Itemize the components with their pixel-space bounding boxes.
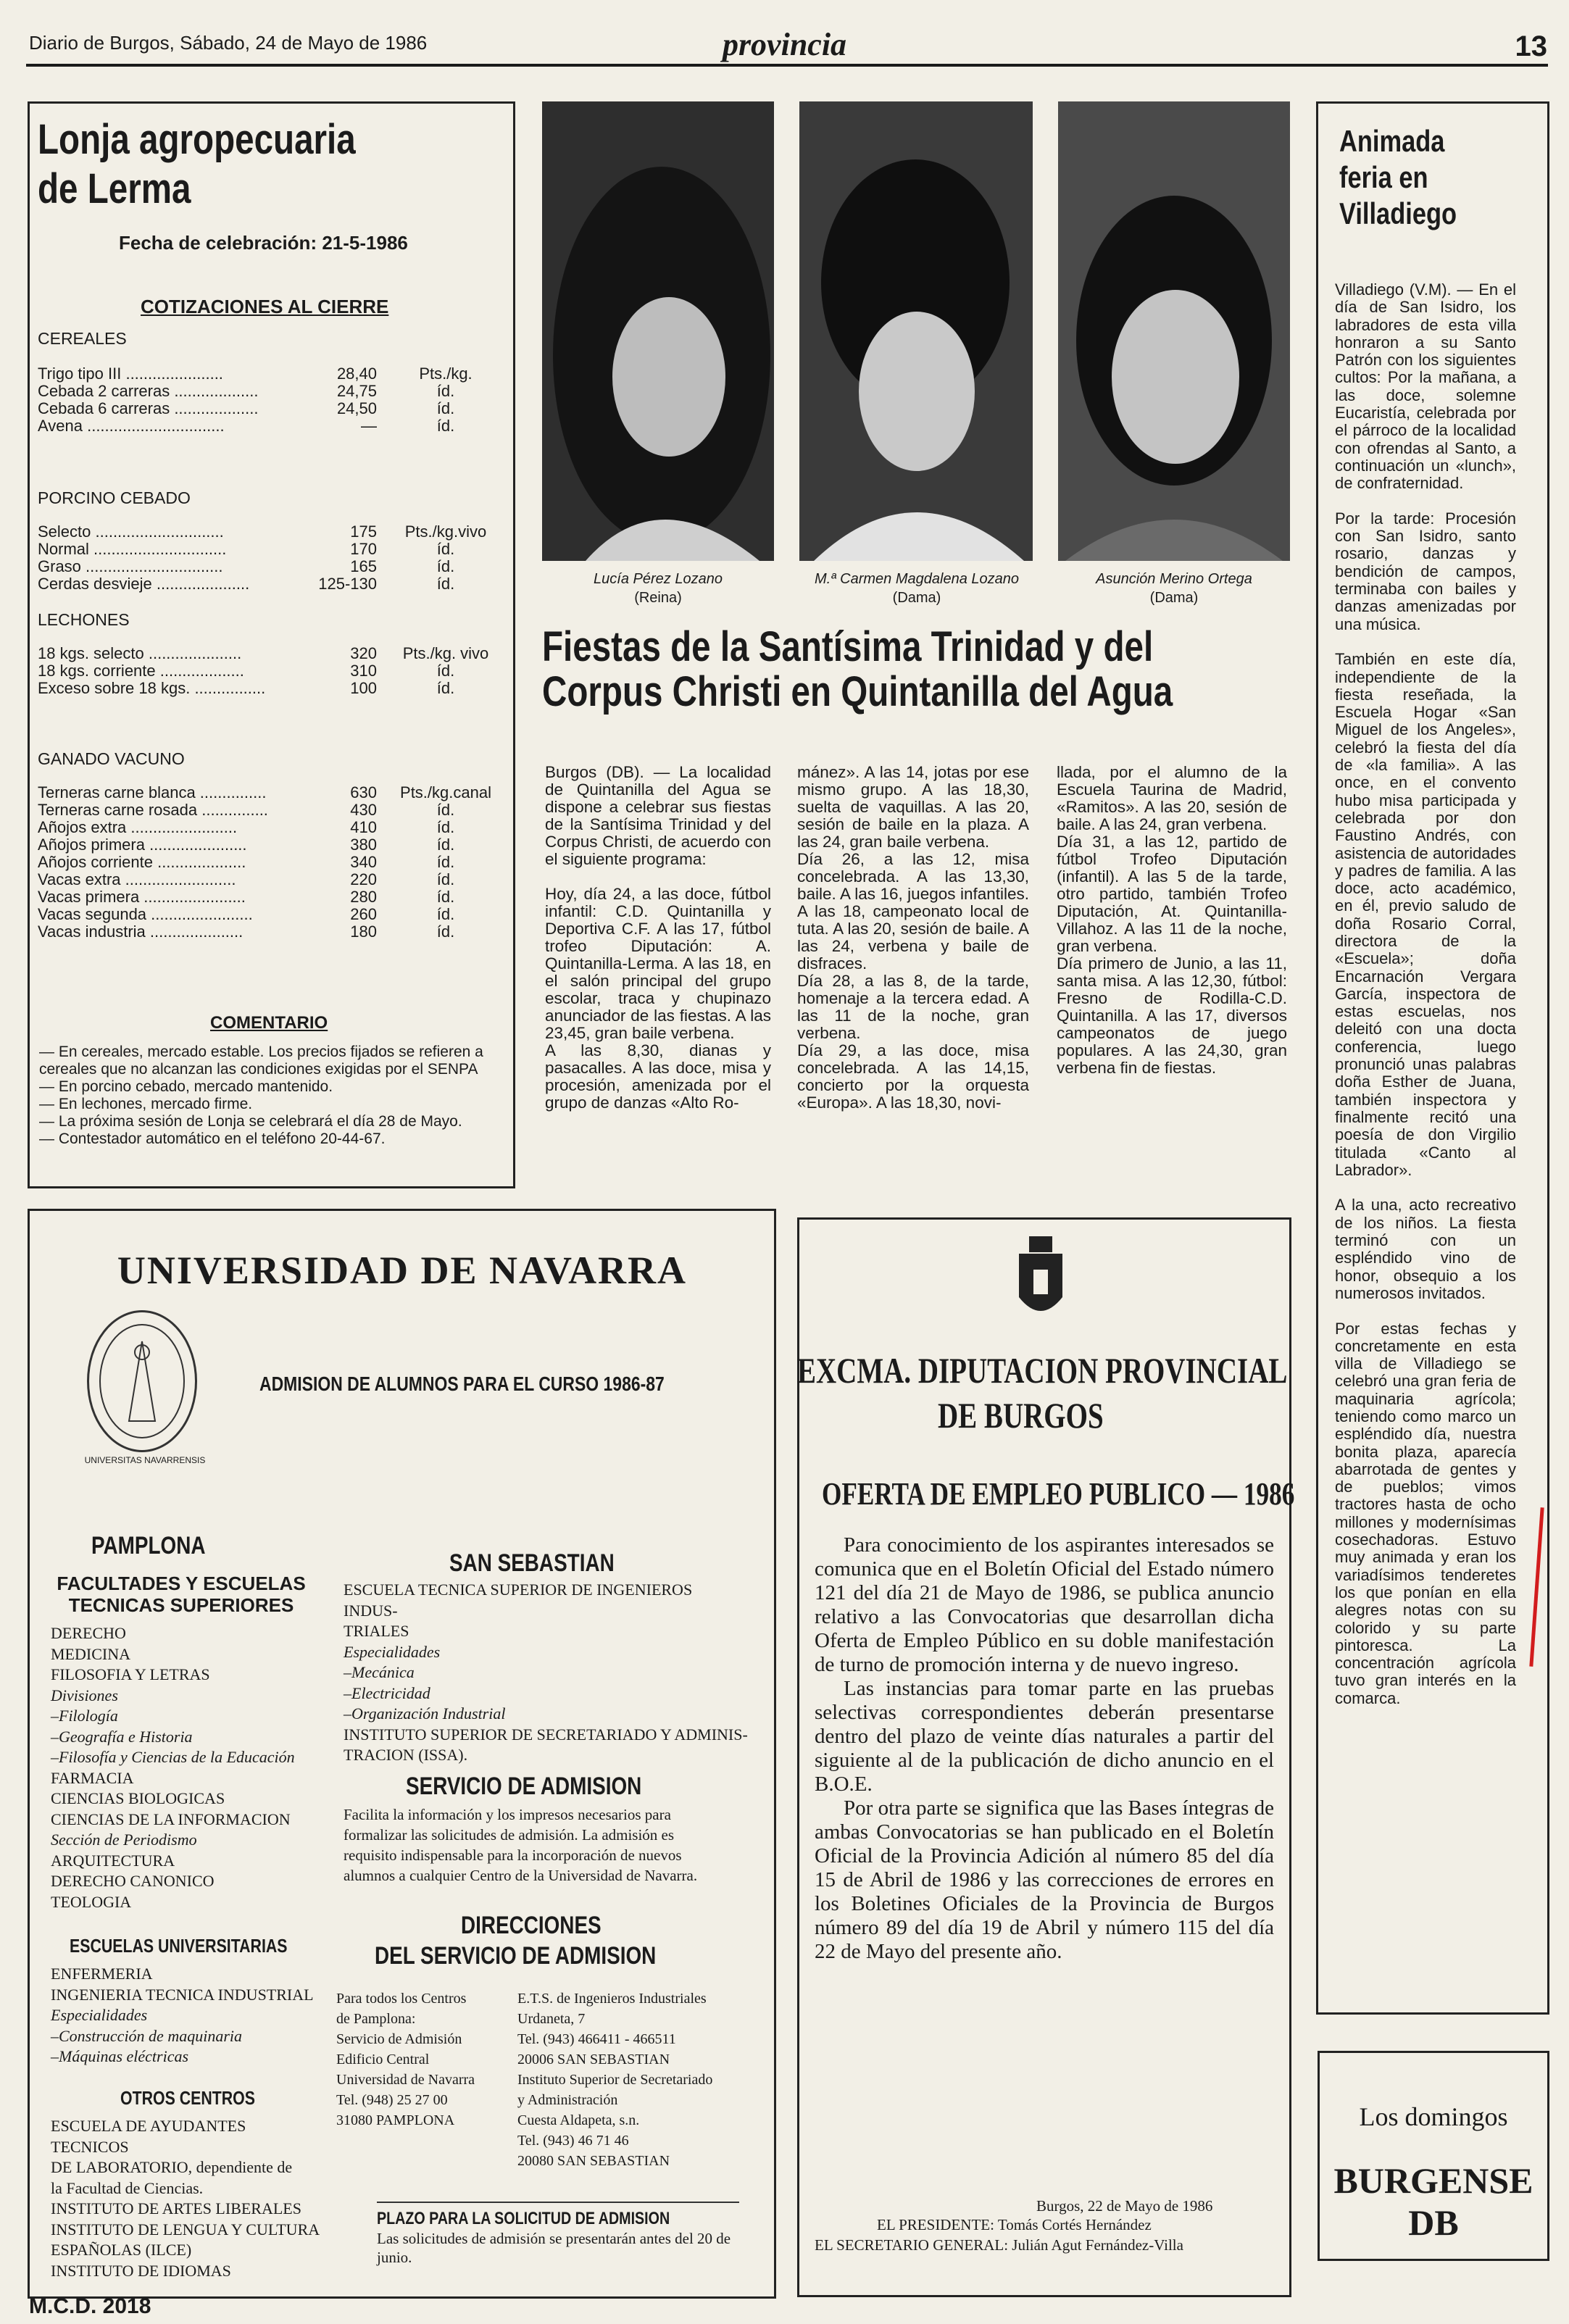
diputacion-fecha: Burgos, 22 de Mayo de 1986 [1036,2197,1213,2215]
caption-reina [542,570,774,607]
caption-role: (Reina) [634,590,682,606]
lonja-fecha: Fecha de celebración: 21-5-1986 [119,232,408,254]
list-item: Universidad de Navarra [336,2072,475,2088]
list-item: ARQUITECTURA [51,1851,175,1870]
price-unit: íd. [436,853,455,871]
price-unit: Pts./kg.canal [400,783,491,801]
lonja-title: Lonja agropecuaria [38,116,356,163]
oferta-heading: OFERTA DE EMPLEO PUBLICO — 1986 [822,1476,1295,1512]
comentario-item: — En cereales, mercado estable. Los precios fijados se refieren a cereales que no alcanzan las condiciones exigidas por el SENPA [39,1044,483,1078]
escuelas-heading: ESCUELAS UNIVERSITARIAS [70,1935,288,1957]
price-value: 280 [350,888,377,906]
pamplona-heading: PAMPLONA [91,1532,206,1559]
seal-text: UNIVERSITAS NAVARRENSIS [84,1455,206,1465]
list-item: Urdaneta, 7 [517,2011,586,2027]
list-item: Especialidades [344,1642,441,1661]
price-unit: íd. [436,888,455,906]
comentario-item: — En lechones, mercado firme. [39,1096,253,1112]
fiestas-col-3: llada, por el alumno de la Escuela Taurina de Madrid, «Ramitos». A las 20, sesión de baile. A las 24, gran verbena. Día 31, a las 12, partido de fútbol Trofeo Diputación (infantil). A las 5 de la tarde, otro partido, también Trofeo Diputación, At. Quintanilla-Villahoz. A las 11 de la noche, gran verbena. Día primero de Junio, a las 11, santa misa. A las 12,30, fútbol: Fresno de Rodilla-C.D. Quintanilla. A las 17, diversos campeonatos de juego populares. A las 24,30, gran verbena fin de fiestas. [1057,763,1287,1077]
facultades-heading: FACULTADES Y ESCUELAS TECNICAS SUPERIORES [57,1573,306,1616]
list-item: TRACION (ISSA). [344,1746,468,1764]
price-value: 125-130 [318,575,377,593]
list-item: INGENIERIA TECNICA INDUSTRIAL [51,1985,314,2004]
list-item: Servicio de Admisión [336,2031,462,2047]
price-unit: íd. [436,575,455,593]
price-row-name: Exceso sobre 18 kgs. ................ [38,679,266,697]
list-item: Cuesta Aldapeta, s.n. [517,2112,640,2128]
price-value: 320 [350,644,377,662]
list-item: ESCUELA DE AYUDANTES TECNICOS [51,2117,246,2156]
list-item: –Mecánica [344,1663,415,1681]
list-item: E.T.S. de Ingenieros Industriales [517,1991,707,2007]
list-item: DERECHO [51,1624,126,1642]
price-row-name: Terneras carne blanca ............... [38,783,267,801]
cereales-heading: CEREALES [38,329,127,348]
price-value: 340 [350,853,377,871]
diputacion-title: EXCMA. DIPUTACION PROVINCIAL DE BURGOS [797,1350,1288,1436]
comentario-list [39,1044,503,1148]
list-item: Para todos los Centros [336,1991,467,2007]
price-unit: íd. [436,557,455,575]
list-item: CIENCIAS DE LA INFORMACION [51,1809,291,1828]
caption-dama-1 [790,570,1044,607]
page-number: 13 [1515,30,1547,62]
lechones-heading: LECHONES [38,610,130,629]
caption-role: (Dama) [1149,590,1199,606]
list-item: –Construcción de maquinaria [51,2026,242,2045]
list-item: INSTITUTO SUPERIOR DE SECRETARIADO Y ADMINIS- [344,1725,748,1744]
price-unit: íd. [436,540,455,558]
portrait-image [799,101,1033,561]
list-item: TEOLOGIA [51,1892,132,1911]
fiestas-col-1: Burgos (DB). — La localidad de Quintanilla del Agua se dispone a celebrar sus fiestas de la Santísima Trinidad y del Corpus Christi, de acuerdo con el siguiente programa: Hoy, día 24, a las doce, fútbol infantil: C.D. Quintanilla y Deportiva C.F. A las 17, fútbol trofeo Diputación: A. Quintanilla-Lerma. A las 18, en el salón principal del grupo escolar, traca y chupinazo anunciador de las fiestas. A las 23,45, gran baile verbena. A las 8,30, dianas y pasacalles. A las doce, misa y procesión, amenizada por el grupo de danzas «Alto Ro- [545,763,771,1112]
sansebastian-list [344,1580,749,1766]
price-row-name: Cebada 6 carreras ................... [38,399,259,417]
diputacion-body [815,1533,1274,1964]
list-item: INSTITUTO DE IDIOMAS [51,2261,231,2280]
price-row-name: 18 kgs. selecto ..................... [38,644,242,662]
comentario-item: — En porcino cebado, mercado mantenido. [39,1078,333,1095]
price-value: 165 [350,557,377,575]
list-item: de Pamplona: [336,2011,416,2027]
price-row-name: Vacas extra ......................... [38,870,236,888]
price-row-name: Cerdas desvieje ..................... [38,575,250,593]
coat-of-arms [1007,1232,1074,1326]
list-item: INSTITUTO DE LENGUA Y CULTURA [51,2220,320,2238]
photo-dama-2 [1058,101,1290,561]
header-rule [26,64,1548,67]
diputacion-p1: Para conocimiento de los aspirantes interesados se comunica que en el Boletín Oficial del Estado número 121 del día 21 de Mayo de 1986, se publica anuncio relativo a las Convocatorias que desarrollan dicha Oferta de Empleo Público en su doble manifestación de turno de promoción interna y de nuevo ingreso. [815,1533,1274,1676]
list-item: Tel. (943) 46 71 46 [517,2133,629,2149]
sansebastian-heading: SAN SEBASTIAN [449,1549,615,1577]
price-row-name: Vacas segunda ....................... [38,905,253,923]
price-row-name: Vacas industria ..................... [38,922,244,941]
list-item: 31080 PAMPLONA [336,2112,455,2128]
servicio-text: Facilita la información y los impresos necesarios para formalizar las solicitudes de admisión. La admisión es requisito indispensable para la incorporación de nuevos alumnos a cualquier Centro de la Universidad de Navarra. [344,1806,698,1884]
header-date: Diario de Burgos, Sábado, 24 de Mayo de 1986 [29,32,428,54]
price-value: 24,75 [336,382,377,400]
lonja-title-2: de Lerma [38,165,191,212]
price-row-name: 18 kgs. corriente ................... [38,662,244,680]
price-value: 430 [350,801,377,819]
seal-icon [89,1312,195,1450]
price-row-name: Añojos extra ........................ [38,818,238,836]
price-unit: íd. [436,905,455,923]
vacuno-heading: GANADO VACUNO [38,749,185,768]
price-value: 24,50 [336,399,377,417]
list-item: –Organización Industrial [344,1704,506,1723]
servicio-heading: SERVICIO DE ADMISION [406,1773,642,1800]
list-item: DE LABORATORIO, dependiente de [51,2158,293,2176]
list-item: y Administración [517,2092,618,2108]
list-item: INSTITUTO DE ARTES LIBERALES [51,2199,301,2217]
list-item: MEDICINA [51,1644,130,1663]
price-value: 410 [350,818,377,836]
price-unit: íd. [436,662,455,680]
price-row-name: Terneras carne rosada ............... [38,801,268,819]
price-unit: íd. [436,801,455,819]
fiestas-col-2: mánez». A las 14, jotas por ese mismo grupo. A las 18,30, suelta de vaquillas. A las 20, sesión de baile en la plaza. A las 24, gran baile verbena. Día 26, a las 12, misa concelebrada. A las 13,30, baile. A las 16, juegos infantiles. A las 18, campeonato local de tuta. A las 20, sesión de baile. A las 24, verbena y baile de disfraces. Día 28, a las 8, de la tarde, homenaje a la tercera edad. A las 11 de la noche, gran verbena. Día 29, a las doce, misa concelebrada. A las 14,15, concierto por la orquesta «Europa». A las 18,30, novi- [797,763,1029,1112]
caption-dama-2 [1044,570,1304,607]
list-item: –Máquinas eléctricas [51,2047,189,2065]
price-unit: íd. [436,417,455,435]
price-row-name: Trigo tipo III ...................... [38,365,223,383]
plazo-text: Las solicitudes de admisión se presentarán antes del 20 de junio. [377,2230,731,2266]
list-item: DERECHO CANONICO [51,1872,215,1890]
list-item: –Filología [51,1707,118,1725]
list-item: ESPAÑOLAS (ILCE) [51,2241,192,2259]
price-unit: íd. [436,922,455,941]
list-item: Tel. (943) 466411 - 466511 [517,2031,676,2047]
price-row-name: Graso ............................... [38,557,223,575]
price-unit: íd. [436,679,455,697]
photo-reina [542,101,774,561]
price-value: 220 [350,870,377,888]
crest-icon [1007,1232,1074,1326]
diputacion-p2: Las instancias para tomar parte en las pruebas selectivas correspondientes deberán presentarse dentro del plazo de veinte días naturales a partir del siguiente al de la publicación de dicho anuncio en el B.O.E. [815,1677,1274,1796]
burgense-line-2: BURGENSE DB [1333,2160,1533,2243]
caption-role: (Dama) [892,590,941,606]
price-row-name: Cebada 2 carreras ................... [38,382,259,400]
list-item: –Geografía e Historia [51,1727,193,1746]
list-item: Divisiones [51,1686,118,1704]
list-item: –Filosofía y Ciencias de la Educación [51,1748,295,1766]
diputacion-presidente: EL PRESIDENTE: Tomás Cortés Hernández [877,2216,1152,2233]
price-unit: íd. [436,870,455,888]
price-unit: Pts./kg. vivo [402,644,489,662]
list-item: FILOSOFIA Y LETRAS [51,1665,210,1683]
pamplona-list [51,1623,326,1912]
list-item: –Electricidad [344,1683,430,1702]
porcino-heading: PORCINO CEBADO [38,488,191,507]
caption-name: Lucía Pérez Lozano [594,571,723,587]
price-unit: íd. [436,399,455,417]
list-item: Sección de Periodismo [51,1831,197,1849]
price-row-name: Normal .............................. [38,540,227,558]
navarra-title: UNIVERSIDAD DE NAVARRA [117,1249,688,1292]
comentario-item: — Contestador automático en el teléfono 20-44-67. [39,1130,386,1147]
price-value: 28,40 [336,365,377,383]
direcciones-heading: DIRECCIONES DEL SERVICIO DE ADMISION [375,1912,657,1970]
diputacion-secretario: EL SECRETARIO GENERAL: Julián Agut Fernández-Villa [815,2236,1183,2254]
plazo-rule [377,2202,739,2203]
caption-name: M.ª Carmen Magdalena Lozano [814,571,1019,587]
comentario-heading: COMENTARIO [210,1013,328,1033]
list-item: Instituto Superior de Secretariado [517,2072,713,2088]
price-value: 180 [350,922,377,941]
cotizaciones-heading: COTIZACIONES AL CIERRE [141,296,389,317]
price-value: 260 [350,905,377,923]
caption-name: Asunción Merino Ortega [1096,571,1252,587]
price-value: 310 [350,662,377,680]
price-unit: Pts./kg.vivo [404,522,487,541]
price-value: 380 [350,836,377,854]
escuelas-list [51,1964,326,2067]
price-unit: íd. [436,818,455,836]
price-unit: Pts./kg. [419,365,473,383]
admision-heading: ADMISION DE ALUMNOS PARA EL CURSO 1986-87 [259,1373,665,1395]
list-item: ENFERMERIA [51,1965,153,1983]
price-row-name: Selecto ............................. [38,522,224,541]
list-item: la Facultad de Ciencias. [51,2178,204,2197]
portrait-image [1058,101,1290,561]
university-seal [87,1310,197,1452]
price-row-name: Vacas primera ....................... [38,888,246,906]
price-unit: íd. [436,382,455,400]
otros-heading: OTROS CENTROS [120,2087,255,2109]
section-title: provincia [722,27,847,62]
direcciones-pamplona [336,1988,510,2131]
comentario-item: — La próxima sesión de Lonja se celebrará el día 28 de Mayo. [39,1113,462,1130]
price-value: 170 [350,540,377,558]
diputacion-p3: Por otra parte se significa que las Bases íntegras de ambas Convocatorias se han publicado en el Boletín Oficial de la Provincia Adición al número 85 del día 15 de Abril de 1986 y las correcciones de errores en los Boletines Oficiales de la Provincia de Burgos número 89 del día 19 de Abril y número 115 del día 22 de Mayo del presente año. [815,1796,1274,1963]
direcciones-sansebastian [517,1988,757,2171]
price-value: — [361,417,377,435]
fiestas-title: Fiestas de la Santísima Trinidad y del Corpus Christi en Quintanilla del Agua [542,623,1173,715]
villadiego-title: Animada feria en Villadiego [1339,124,1457,230]
price-row-name: Añojos primera ...................... [38,836,247,854]
list-item: 20006 SAN SEBASTIAN [517,2052,670,2067]
price-value: 630 [350,783,377,801]
list-item: Edificio Central [336,2052,430,2067]
footer-mcd: M.C.D. 2018 [29,2294,151,2318]
list-item: FARMACIA [51,1768,134,1787]
list-item: TRIALES [344,1622,409,1640]
villadiego-body: Villadiego (V.M). — En el día de San Isidro, los labradores de esta villa honraron a su Santo Patrón con los siguientes cultos: Por la mañana, a las doce, solemne Eucaristía, celebrada por el párroco de la localidad con ofrendas al Santo, a continuación un «lunch», de confraternidad. Por la tarde: Procesión con San Isidro, santo rosario, danzas y bendición de campos, terminaba con bailes y danzas amenizadas por una música. También en este día, independiente de la fiesta reseñada, la Escuela Hogar «San Miguel de los Angeles», celebró la fiesta del día de «la familia». A las once, en el convento hubo misa participada y celebrada por don Faustino Andrés, con asistencia de autoridades y padres de familia. A las doce, acto académico, en él, previo saludo de doña Rosario Corral, directora de la «Escuela»; doña Encarnación Vergara García, inspectora de estas escuelas, nos deleitó con una docta conferencia, luego pronunció unas palabras doña Esther de Juana, también inspectora y finalmente recitó una poesía de don Virgilio titulada «Canto al Labrador». A la una, acto recreativo de los niños. La fiesta terminó con un espléndido vino de honor, obsequio a los numerosos invitados. Por estas fechas y concretamente en esta villa de Villadiego se celebró una gran feria de maquinaria agrícola; teniendo como marco un espléndido día, nuestra bonita plaza, aparecía abarrotada de gentes y de pueblos; vimos tractores hasta de ocho millones y modernísimas cosechadoras. Estuvo muy animada y eran los variadísimos tenderetes los que ponían en ella alegres notas con su colorido y su parte pintoresca. La concentración agrícola tuvo gran interés en la comarca. [1335,280,1516,1707]
list-item: Tel. (948) 25 27 00 [336,2092,448,2108]
list-item: CIENCIAS BIOLOGICAS [51,1789,225,1807]
list-item: ESCUELA TECNICA SUPERIOR DE INGENIEROS INDUS- [344,1580,693,1620]
portrait-image [542,101,774,561]
plazo-heading: PLAZO PARA LA SOLICITUD DE ADMISION [377,2209,670,2228]
price-row-name: Añojos corriente .................... [38,853,246,871]
burgense-line-1: Los domingos [1359,2102,1508,2131]
list-item: Especialidades [51,2006,148,2024]
price-value: 100 [350,679,377,697]
price-value: 175 [350,522,377,541]
price-unit: íd. [436,836,455,854]
photo-dama-1 [799,101,1033,561]
price-row-name: Avena ............................... [38,417,225,435]
otros-list [51,2116,326,2281]
list-item: 20080 SAN SEBASTIAN [517,2153,670,2169]
